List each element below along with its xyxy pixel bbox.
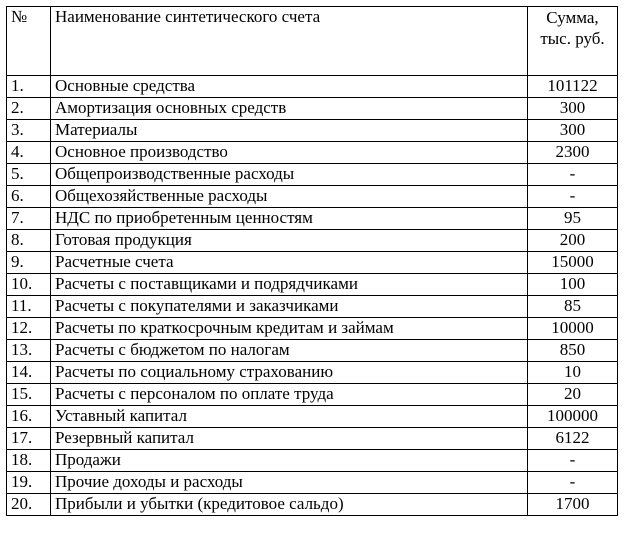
account-name: Основные средства [51, 76, 528, 98]
row-number: 10. [7, 274, 51, 296]
account-amount: 101122 [528, 76, 618, 98]
header-number: № [7, 7, 51, 76]
table-row [7, 186, 618, 208]
account-name: Продажи [51, 450, 528, 472]
account-name: Расчеты с персоналом по оплате труда [51, 384, 528, 406]
row-number: 12. [7, 318, 51, 340]
row-number: 2. [7, 98, 51, 120]
account-amount: 6122 [528, 428, 618, 450]
account-name: Расчетные счета [51, 252, 528, 274]
account-amount: 850 [528, 340, 618, 362]
row-number: 20. [7, 494, 51, 516]
table-row [7, 362, 618, 384]
account-amount: 15000 [528, 252, 618, 274]
account-amount: 20 [528, 384, 618, 406]
row-number: 15. [7, 384, 51, 406]
account-amount: 10 [528, 362, 618, 384]
row-number: 17. [7, 428, 51, 450]
table-row [7, 76, 618, 98]
table-row [7, 208, 618, 230]
row-number: 8. [7, 230, 51, 252]
table-row [7, 98, 618, 120]
row-number: 13. [7, 340, 51, 362]
account-name: Расчеты с покупателями и заказчиками [51, 296, 528, 318]
row-number: 9. [7, 252, 51, 274]
account-name: Расчеты с поставщиками и подрядчиками [51, 274, 528, 296]
table-row [7, 428, 618, 450]
account-amount: 200 [528, 230, 618, 252]
account-name: Расчеты с бюджетом по налогам [51, 340, 528, 362]
account-name: Резервный капитал [51, 428, 528, 450]
row-number: 19. [7, 472, 51, 494]
account-name: Уставный капитал [51, 406, 528, 428]
header-account-name: Наименование синтетического счета [51, 7, 528, 76]
account-amount: 1700 [528, 494, 618, 516]
account-name: Общепроизводственные расходы [51, 164, 528, 186]
table-row [7, 340, 618, 362]
account-name: Основное производство [51, 142, 528, 164]
row-number: 4. [7, 142, 51, 164]
account-name: Амортизация основных средств [51, 98, 528, 120]
account-amount: - [528, 472, 618, 494]
table-row [7, 142, 618, 164]
account-amount: 10000 [528, 318, 618, 340]
table-header [7, 7, 618, 76]
row-number: 3. [7, 120, 51, 142]
account-name: Прочие доходы и расходы [51, 472, 528, 494]
account-amount: 2300 [528, 142, 618, 164]
table-row [7, 450, 618, 472]
table-row [7, 252, 618, 274]
account-name: Материалы [51, 120, 528, 142]
account-amount: - [528, 186, 618, 208]
account-amount: - [528, 450, 618, 472]
account-amount: - [528, 164, 618, 186]
account-name: Общехозяйственные расходы [51, 186, 528, 208]
row-number: 14. [7, 362, 51, 384]
account-amount: 100000 [528, 406, 618, 428]
table-row [7, 494, 618, 516]
row-number: 16. [7, 406, 51, 428]
table-row [7, 274, 618, 296]
account-name: НДС по приобретенным ценностям [51, 208, 528, 230]
table-row [7, 318, 618, 340]
table-row [7, 406, 618, 428]
table-row [7, 472, 618, 494]
account-amount: 85 [528, 296, 618, 318]
table-row [7, 296, 618, 318]
row-number: 6. [7, 186, 51, 208]
account-amount: 300 [528, 120, 618, 142]
table-body [7, 76, 618, 516]
row-number: 18. [7, 450, 51, 472]
table-row [7, 120, 618, 142]
table-row [7, 230, 618, 252]
account-amount: 300 [528, 98, 618, 120]
account-name: Расчеты по социальному страхованию [51, 362, 528, 384]
header-amount: Сумма, тыс. руб. [528, 7, 618, 76]
header-row [7, 7, 618, 76]
row-number: 7. [7, 208, 51, 230]
account-name: Расчеты по краткосрочным кредитам и займам [51, 318, 528, 340]
account-amount: 100 [528, 274, 618, 296]
row-number: 1. [7, 76, 51, 98]
table-row [7, 384, 618, 406]
account-name: Готовая продукция [51, 230, 528, 252]
row-number: 5. [7, 164, 51, 186]
row-number: 11. [7, 296, 51, 318]
table-row [7, 164, 618, 186]
account-name: Прибыли и убытки (кредитовое сальдо) [51, 494, 528, 516]
accounts-table [6, 6, 618, 516]
account-amount: 95 [528, 208, 618, 230]
